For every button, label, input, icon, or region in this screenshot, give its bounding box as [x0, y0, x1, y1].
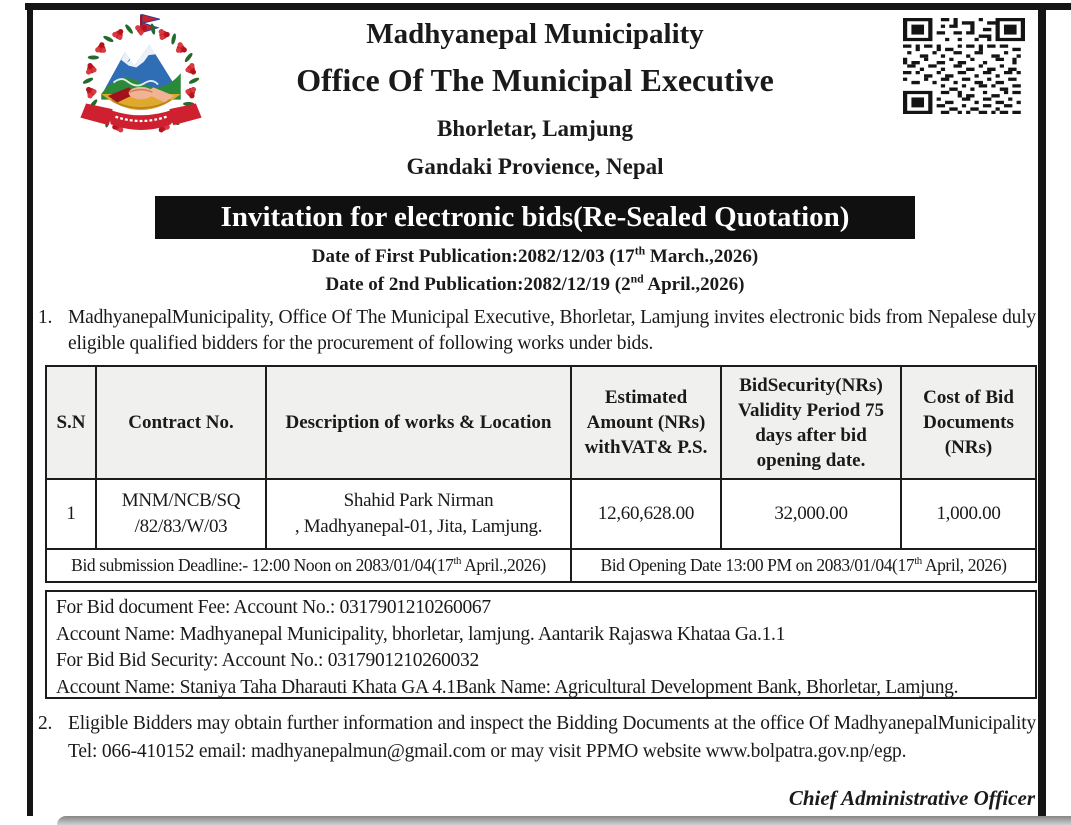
first-publication-tail: March.,2026): [645, 246, 759, 267]
description-line-2: , Madhyanepal-01, Jita, Lamjung.: [294, 516, 543, 537]
account-line-fee-name: Account Name: Madhyanepal Municipality, bhorletar, lamjung. Aantarik Rajaswa Khataa Ga.1.1: [56, 623, 786, 645]
second-publication-tail: April.,2026): [643, 274, 745, 295]
clause-1: [38, 305, 1036, 357]
cell-contract-no: [96, 479, 266, 549]
table-row: [46, 479, 1036, 549]
clause-1-number: 1.: [38, 307, 53, 328]
cell-sn: 1: [46, 479, 96, 549]
col-header-cost: Cost of Bid Documents (NRs): [901, 366, 1036, 479]
cell-description: [266, 479, 571, 549]
deadline-tail: April.,2026): [461, 555, 546, 575]
first-publication-ordinal: th: [634, 244, 646, 258]
contract-line-1: MNM/NCB/SQ: [121, 490, 241, 511]
col-header-bid-security: BidSecurity(NRs) Validity Period 75 days after bid opening date.: [721, 366, 901, 479]
next-page-edge: [57, 816, 1071, 825]
notice-banner: Invitation for electronic bids(Re-Sealed Quotation): [155, 196, 915, 239]
first-publication-date: [33, 246, 1037, 268]
col-header-estimated-amount: Estimated Amount (NRs) withVAT& P.S.: [571, 366, 721, 479]
page-border-top: [25, 3, 1071, 10]
opening-tail: April, 2026): [921, 555, 1007, 575]
opening-text: Bid Opening Date 13:00 PM on 2083/01/04(17: [600, 555, 915, 575]
deadline-ordinal: th: [453, 555, 462, 568]
page-border-right: [1038, 3, 1046, 816]
account-line-security-name: Account Name: Staniya Taha Dharauti Khata GA 4.1Bank Name: Agricultural Development Bank, Bhorletar, Lamjung.: [56, 676, 959, 698]
first-publication-text: Date of First Publication:2082/12/03 (17: [311, 246, 635, 267]
account-line-fee: For Bid document Fee: Account No.: 0317901210260067: [56, 597, 491, 618]
bid-opening-date: [571, 549, 1036, 582]
bids-table: [45, 365, 1037, 583]
second-publication-ordinal: nd: [630, 272, 644, 286]
bid-submission-deadline: [46, 549, 571, 582]
table-header-row: [46, 366, 1036, 479]
deadline-row: [46, 549, 1036, 582]
col-header-sn: S.N: [46, 366, 96, 479]
cell-bid-security: 32,000.00: [721, 479, 901, 549]
second-publication-date: [33, 274, 1037, 296]
signature-title: Chief Administrative Officer: [788, 786, 1035, 810]
account-details-box: [45, 590, 1037, 699]
cell-estimated-amount: 12,60,628.00: [571, 479, 721, 549]
clause-2: [38, 710, 1036, 765]
office-title: Office Of The Municipal Executive: [296, 62, 774, 98]
account-line-security: For Bid Bid Security: Account No.: 0317901210260032: [56, 650, 479, 671]
deadline-text: Bid submission Deadline:- 12:00 Noon on 2083/01/04(17: [71, 555, 454, 575]
opening-ordinal: th: [914, 555, 922, 568]
province-line: Gandaki Provience, Nepal: [406, 154, 664, 179]
clause-1-text: MadhyanepalMunicipality, Office Of The Municipal Executive, Bhorletar, Lamjung invites electronic bids from Nepalese duly eligible qualified bidders for the procurement of following works under bids.: [68, 307, 1036, 354]
col-header-contract: Contract No.: [96, 366, 266, 479]
second-publication-text: Date of 2nd Publication:2082/12/19 (2: [325, 274, 631, 295]
municipality-title: Madhyanepal Municipality: [366, 18, 704, 50]
clause-2-text: Eligible Bidders may obtain further information and inspect the Bidding Documents at the office Of MadhyanepalMunicipality Tel: 066-410152 email: madhyanepalmun@gmail.com or may visit PPMO website www.bolpatra.gov.np/egp.: [68, 713, 1036, 762]
address-line: Bhorletar, Lamjung: [437, 116, 633, 141]
description-line-1: Shahid Park Nirman: [343, 490, 494, 511]
clause-2-number: 2.: [38, 713, 53, 734]
contract-line-2: /82/83/W/03: [134, 516, 228, 537]
col-header-description: Description of works & Location: [266, 366, 571, 479]
cell-cost: 1,000.00: [901, 479, 1036, 549]
